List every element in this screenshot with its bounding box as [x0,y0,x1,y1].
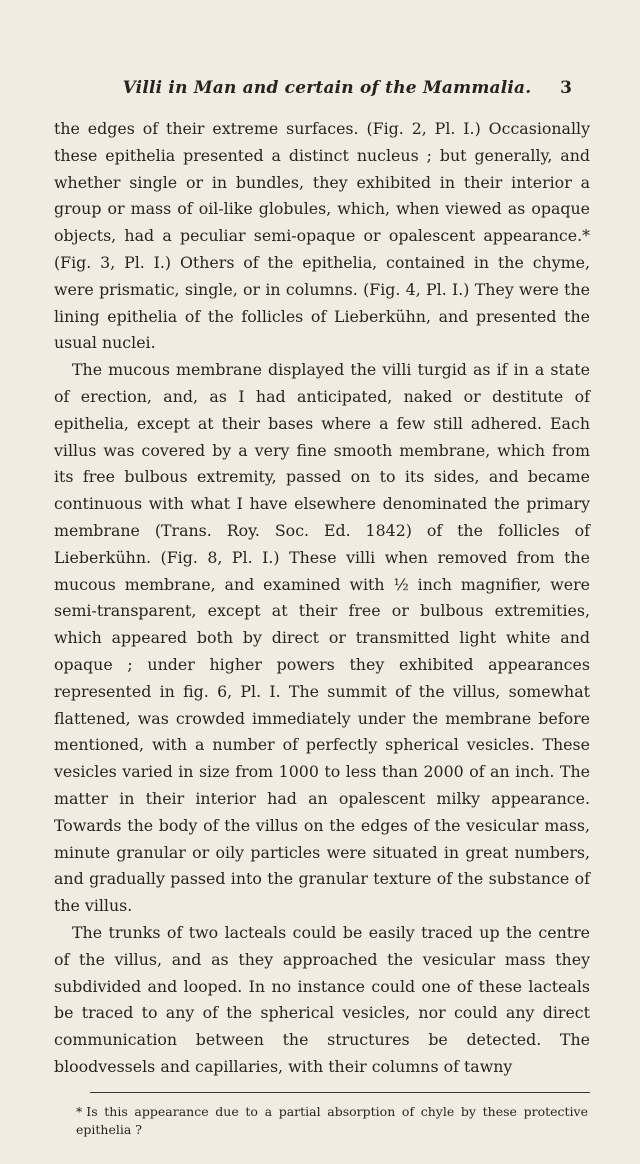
footnote-rule [90,1092,590,1093]
running-title: Villi in Man and certain of the Mammalia. [122,78,532,98]
footnote-text: Is this appearance due to a partial absorption of chyle by these protective epithelia ? [76,1104,588,1137]
paragraph-mucous-membrane: The mucous membrane displayed the villi turgid as if in a state of erection, and, as I had anticipated, naked or destitute of epithelia, except at their bases where a few still adhered. Each villus was covered by a very fine smooth membrane, which from its free bulbous extremity, passed on to its sides, and became continuous with what I have elsewhere denominated the primary membrane (Trans. Roy. Soc. Ed. 1842) of the follicles of Lieberkühn. (Fig. 8, Pl. I.) These villi when removed from the mucous membrane, and examined with ½ inch magnifier, were semi-transparent, except at their free or bulbous extremities, which appeared both by direct or transmitted light white and opaque ; under higher powers they exhibited appearances represented in fig. 6, Pl. I. The summit of the villus, somewhat flattened, was crowded immediately under the membrane before mentioned, with a number of perfectly spherical vesicles. These vesicles varied in size from 1000 to less than 2000 of an inch. The matter in their interior had an opalescent milky appearance. Towards the body of the villus on the edges of the vesicular mass, minute granular or oily particles were situated in great numbers, and gradually passed into the granular texture of the substance of the villus. [54,360,590,916]
body-text [54,116,590,1081]
footnote [76,1103,588,1139]
paragraph-continuation: the edges of their extreme surfaces. (Fig. 2, Pl. I.) Occasionally these epithelia presented a distinct nucleus ; but generally, and whether single or in bundles, they exhibited in their interior a group or mass of oil-like globules, which, when viewed as opaque objects, had a peculiar semi-opaque or opalescent appearance.* (Fig. 3, Pl. I.) Others of the epithelia, contained in the chyme, were prismatic, single, or in columns. (Fig. 4, Pl. I.) They were the lining epithelia of the follicles of Lieberkühn, and presented the usual nuclei. [54,119,590,353]
page-number: 3 [560,78,572,98]
footnote-marker: * [76,1104,83,1119]
paragraph-lacteals: The trunks of two lacteals could be easily traced up the centre of the villus, and as they approached the vesicular mass they subdivided and looped. In no instance could one of these lacteals be traced to any of the spherical vesicles, nor could any direct communication between the structures be detected. The bloodvessels and capillaries, with their columns of tawny [54,922,590,1076]
running-head [54,78,590,104]
